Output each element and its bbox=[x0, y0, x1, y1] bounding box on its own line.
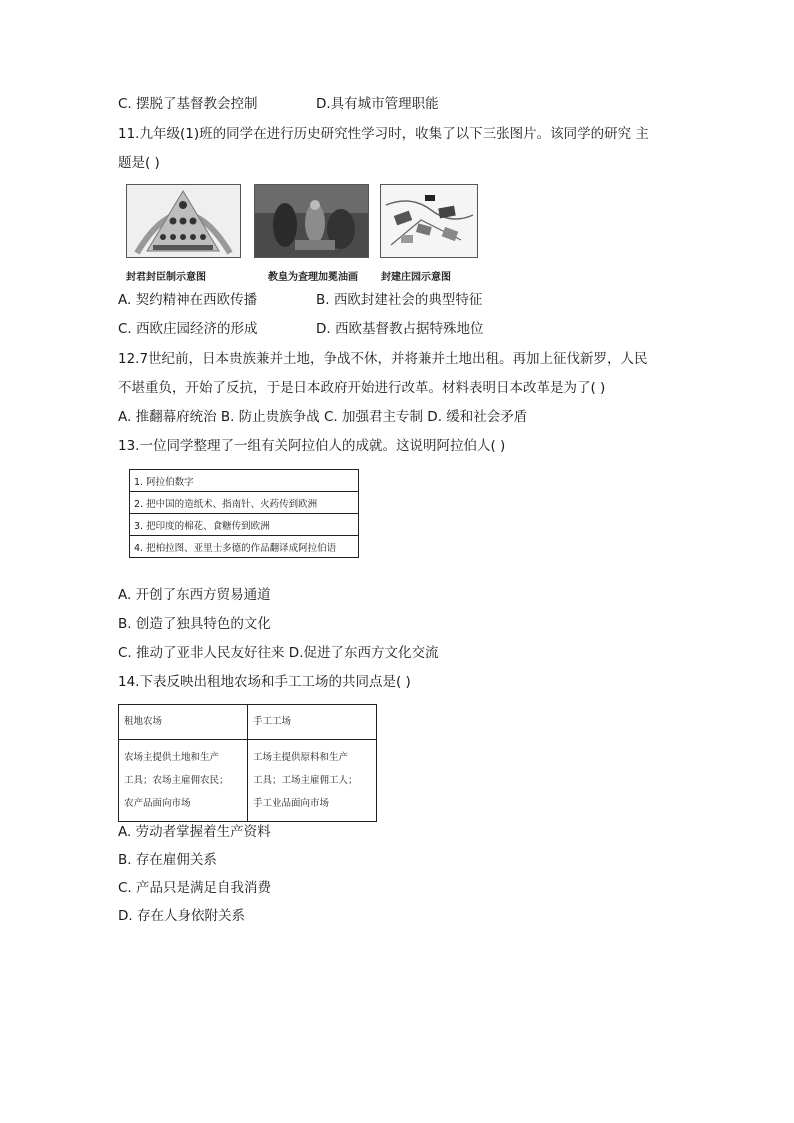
manor-map-figure bbox=[380, 184, 478, 258]
table-cell bbox=[248, 740, 377, 822]
table-cell bbox=[119, 740, 248, 822]
figure-caption-1: 封君封臣制示意图 bbox=[126, 272, 206, 283]
cell-line: 工场主提供原料和生产 bbox=[253, 752, 349, 763]
q14-option-c: C. 产品只是满足自我消费 bbox=[118, 880, 272, 896]
q14-option-a: A. 劳动者掌握着生产资料 bbox=[118, 824, 271, 840]
figure-caption-2: 教皇为查理加冕油画 bbox=[268, 272, 358, 283]
table-cell: 1. 阿拉伯数字 bbox=[130, 470, 359, 492]
q10-option-d bbox=[316, 94, 439, 114]
q14-stem: 14.下表反映出租地农场和手工工场的共同点是( ) bbox=[118, 674, 411, 690]
q13-achievements-table bbox=[129, 469, 359, 558]
table-header-cell: 租地农场 bbox=[119, 705, 248, 740]
q13-option-a: A. 开创了东西方贸易通道 bbox=[118, 587, 271, 603]
q11-stem-line2: 题是( ) bbox=[118, 155, 160, 171]
q10-option-d-text: D.具有城市管理职能 bbox=[316, 96, 439, 112]
q13-options-cd: C. 推动了亚非人民友好往来 D.促进了东西方文化交流 bbox=[118, 645, 439, 661]
table-row bbox=[130, 492, 359, 514]
q14-option-d: D. 存在人身依附关系 bbox=[118, 908, 245, 924]
q12-stem-line2: 不堪重负，开始了反抗，于是日本政府开始进行改革。材料表明日本改革是为了( ) bbox=[118, 380, 606, 396]
table-header-row bbox=[119, 705, 377, 740]
figure-caption-3: 封建庄园示意图 bbox=[381, 272, 451, 283]
q13-stem: 13.一位同学整理了一组有关阿拉伯人的成就。这说明阿拉伯人( ) bbox=[118, 438, 506, 454]
q14-option-b: B. 存在雇佣关系 bbox=[118, 852, 217, 868]
table-row bbox=[130, 536, 359, 558]
q11-option-b: B. 西欧封建社会的典型特征 bbox=[316, 292, 483, 308]
coronation-painting-figure bbox=[254, 184, 369, 258]
cell-line: 农产品面向市场 bbox=[124, 798, 191, 809]
q11-option-a: A. 契约精神在西欧传播 bbox=[118, 292, 258, 308]
table-header-cell: 手工工场 bbox=[248, 705, 377, 740]
table-row bbox=[130, 470, 359, 492]
q13-option-b: B. 创造了独具特色的文化 bbox=[118, 616, 271, 632]
feudal-pyramid-figure bbox=[126, 184, 241, 258]
table-cell: 4. 把柏拉图、亚里士多德的作品翻译成阿拉伯语 bbox=[130, 536, 359, 558]
q10-option-c-text: C. 摆脱了基督教会控制 bbox=[118, 96, 258, 112]
q11-option-c: C. 西欧庄园经济的形成 bbox=[118, 321, 258, 337]
cell-line: 工具；工场主雇佣工人； bbox=[253, 775, 358, 786]
q10-option-c bbox=[118, 94, 258, 114]
table-cell: 3. 把印度的棉花、食糖传到欧洲 bbox=[130, 514, 359, 536]
cell-line: 工具；农场主雇佣农民； bbox=[124, 775, 229, 786]
table-cell: 2. 把中国的造纸术、指南针、火药传到欧洲 bbox=[130, 492, 359, 514]
q12-options: A. 推翻幕府统治 B. 防止贵族争战 C. 加强君主专制 D. 缓和社会矛盾 bbox=[118, 409, 528, 425]
q11-stem-line1: 11.九年级(1)班的同学在进行历史研究性学习时，收集了以下三张图片。该同学的研究 主 bbox=[118, 126, 649, 142]
cell-line: 农场主提供土地和生产 bbox=[124, 752, 220, 763]
q14-comparison-table bbox=[118, 704, 377, 822]
table-row bbox=[130, 514, 359, 536]
q12-stem-line1: 12.7世纪前，日本贵族兼并土地，争战不休，并将兼并土地出租。再加上征伐新罗，人民 bbox=[118, 351, 648, 367]
cell-line: 手工业品面向市场 bbox=[253, 798, 330, 809]
table-row bbox=[119, 740, 377, 822]
q11-option-d: D. 西欧基督教占据特殊地位 bbox=[316, 321, 484, 337]
